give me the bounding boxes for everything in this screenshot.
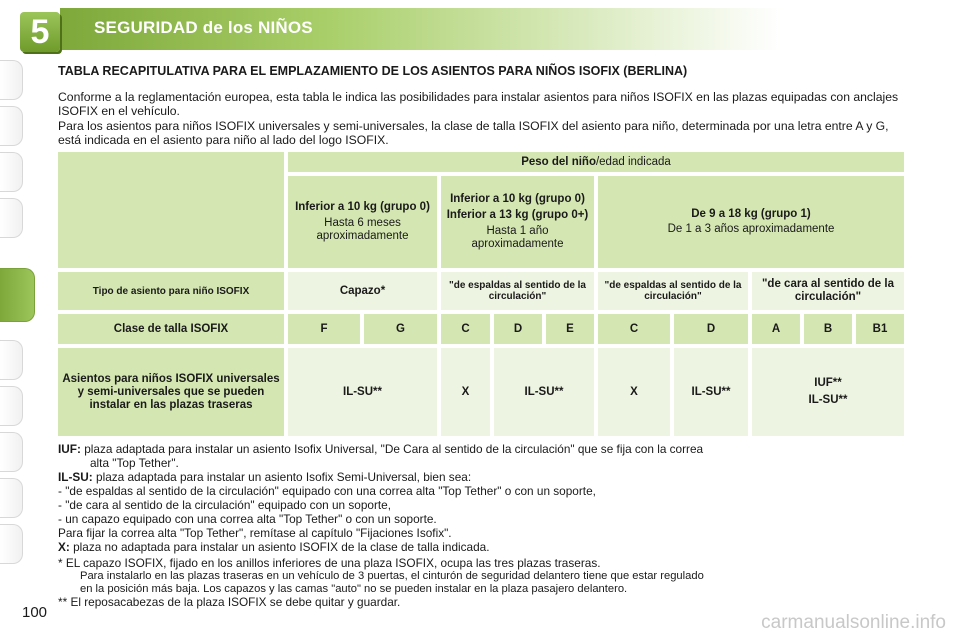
tipo-cell: Capazo* [288, 272, 437, 310]
group-subtitle: De 1 a 3 años aproximadamente [667, 223, 835, 235]
chapter-tab[interactable] [0, 340, 23, 380]
note-text: * EL capazo ISOFIX, fijado en los anillos inferiores de una plaza ISOFIX, ocupa las tres plazas traseras. [58, 556, 601, 570]
note-key: IL-SU: [58, 470, 93, 484]
tipo-cell: "de cara al sentido de la circulación" [752, 272, 904, 310]
intro-paragraph: Para los asientos para niños ISOFIX universales y semi-universales, la clase de talla ISOFIX del asiento para niño, determinada por una letra entre A y G, está indicada en el asiento para niño al lado del logo ISOFIX. [58, 119, 889, 147]
watermark: carmanualsonline.info [761, 612, 946, 633]
chapter-tab[interactable] [0, 432, 23, 472]
note-text: - "de espaldas al sentido de la circulación" equipado con una correa alta "Top Tether" o con un soporte, [58, 484, 596, 498]
note-text: plaza adaptada para instalar un asiento Isofix Semi-Universal, bien sea: [96, 470, 472, 484]
note-text: en la posición más baja. Los capazos y las camas "auto" no se pueden instalar en la plaza pasajero delantero. [80, 582, 628, 595]
chapter-header [60, 8, 960, 50]
row-label-tipo: Tipo de asiento para niño ISOFIX [58, 272, 284, 310]
asiento-cell: IL-SU** [288, 348, 437, 436]
note-text: Para fijar la correa alta "Top Tether", remítase al capítulo "Fijaciones Isofix". [58, 526, 452, 540]
note-key: X: [58, 540, 70, 554]
asiento-cell: X [598, 348, 670, 436]
note-text: plaza no adaptada para instalar un asiento ISOFIX de la clase de talla indicada. [73, 540, 490, 554]
clase-cell: E [546, 314, 594, 344]
chapter-title: SEGURIDAD de los NIÑOS [94, 18, 313, 37]
page-number: 100 [22, 604, 48, 621]
group-title: De 9 a 18 kg (grupo 1) [691, 208, 811, 220]
weight-header [288, 152, 904, 172]
asiento-cell-group1 [752, 348, 904, 436]
chapter-tab[interactable] [0, 106, 23, 146]
tipo-cell: "de espaldas al sentido de la circulación" [441, 272, 594, 310]
clase-cell: G [364, 314, 437, 344]
intro-paragraph: Conforme a la reglamentación europea, esta tabla le indica las posibilidades para instalar asientos para niños ISOFIX en las plazas equipadas con anclajes ISOFIX en el vehículo. [58, 90, 899, 118]
group-0plus-header [441, 176, 594, 268]
clase-cell: C [441, 314, 490, 344]
clase-cell: C [598, 314, 670, 344]
clase-cell: F [288, 314, 360, 344]
clase-cell: B [804, 314, 852, 344]
asiento-cell: X [441, 348, 490, 436]
note-key: IUF: [58, 442, 81, 456]
chapter-tab[interactable] [0, 60, 23, 100]
tipo-cell: "de espaldas al sentido de la circulación" [598, 272, 748, 310]
row-label-asientos: Asientos para niños ISOFIX universales y semi-universales que se pueden instalar en las plazas traseras [58, 348, 284, 436]
clase-cell: B1 [856, 314, 904, 344]
clase-cell: D [674, 314, 748, 344]
note-text: - "de cara al sentido de la circulación" equipado con un soporte, [58, 498, 391, 512]
group-title: Inferior a 10 kg (grupo 0) [450, 193, 585, 205]
group-0-header [288, 176, 437, 268]
group-title: Inferior a 10 kg (grupo 0) [295, 201, 430, 213]
notes [58, 442, 908, 609]
group-subtitle: Hasta 6 meses aproximadamente [316, 217, 409, 242]
group-title: Inferior a 13 kg (grupo 0+) [446, 209, 589, 221]
weight-header-rest: /edad indicada [595, 155, 671, 168]
chapter-tab[interactable] [0, 386, 23, 426]
asiento-cell: IL-SU** [494, 348, 594, 436]
chapter-tab[interactable] [0, 152, 23, 192]
asiento-value: IL-SU** [808, 394, 848, 406]
group-1-header [598, 176, 904, 268]
table-corner [58, 152, 284, 268]
asiento-value: IUF** [814, 377, 842, 389]
group-subtitle: Hasta 1 año aproximadamente [471, 225, 564, 250]
section-title: TABLA RECAPITULATIVA PARA EL EMPLAZAMIENTO DE LOS ASIENTOS PARA NIÑOS ISOFIX (BERLINA) [58, 64, 688, 78]
chapter-tab[interactable] [0, 198, 23, 238]
row-label-clase: Clase de talla ISOFIX [58, 314, 284, 344]
note-text: Para instalarlo en las plazas traseras en un vehículo de 3 puertas, el cinturón de seguridad delantero tiene que estar regulado [80, 570, 704, 582]
chapter-tab[interactable] [0, 524, 23, 564]
note-text: ** El reposacabezas de la plaza ISOFIX se debe quitar y guardar. [58, 595, 401, 609]
chapter-tabs [0, 40, 44, 580]
clase-cell: D [494, 314, 542, 344]
note-text: - un capazo equipado con una correa alta "Top Tether" o con un soporte. [58, 512, 437, 526]
asiento-cell: IL-SU** [674, 348, 748, 436]
clase-cell: A [752, 314, 800, 344]
note-text: alta "Top Tether". [90, 456, 179, 470]
chapter-number-badge: 5 [20, 12, 60, 52]
note-text: plaza adaptada para instalar un asiento Isofix Universal, "De Cara al sentido de la circulación" que se fija con la correa [84, 442, 704, 456]
isofix-table [58, 152, 904, 436]
chapter-tab[interactable] [0, 478, 23, 518]
chapter-tab-active[interactable] [0, 268, 35, 322]
weight-header-bold: Peso del niño [521, 155, 596, 168]
